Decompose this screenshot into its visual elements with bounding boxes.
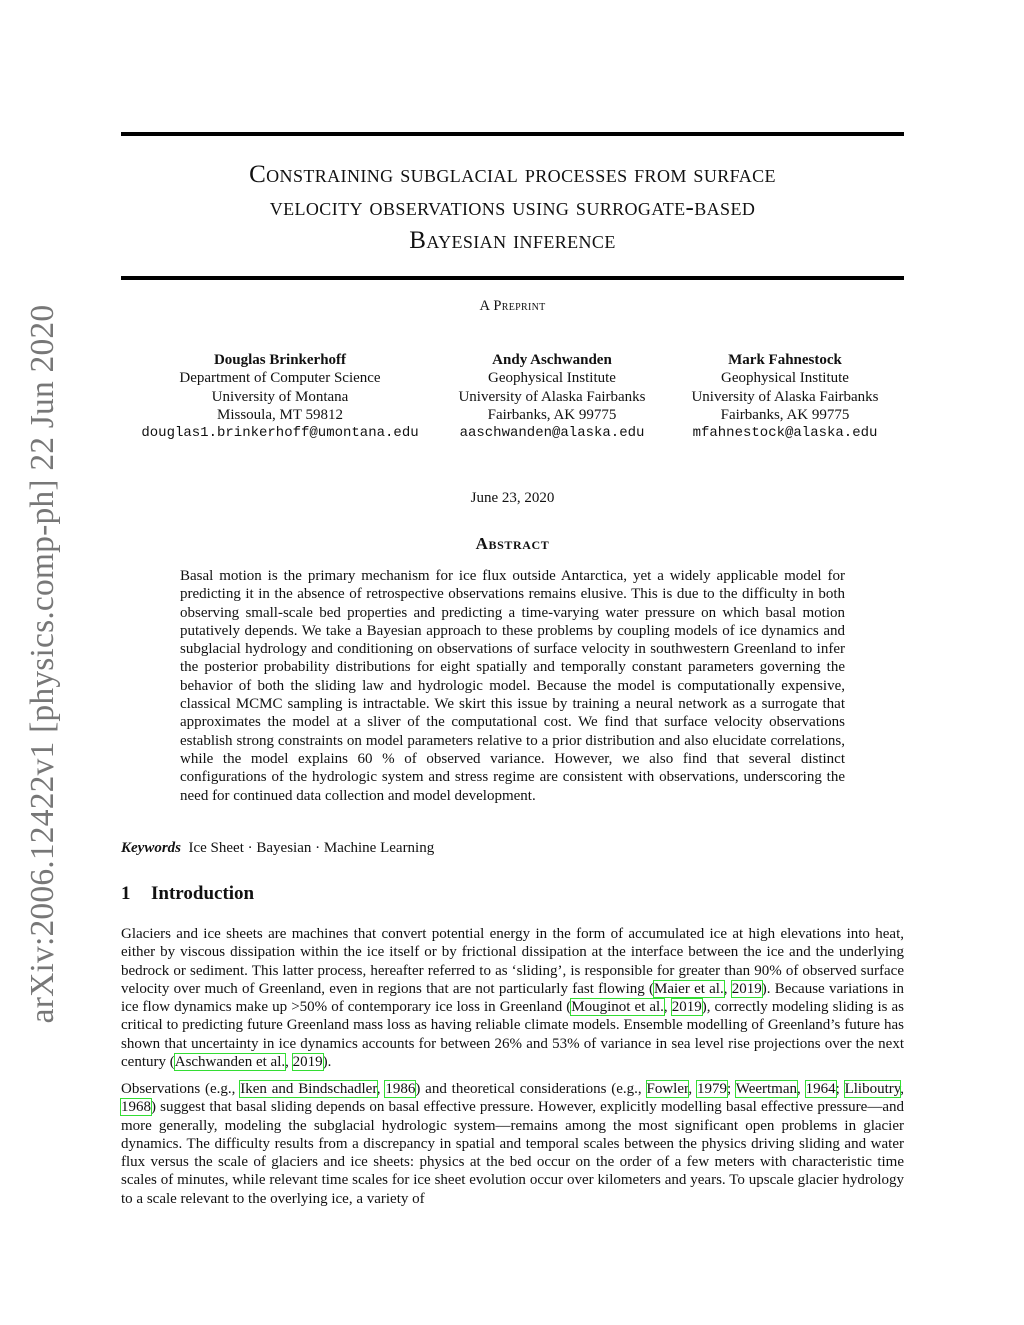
title-line-1: Constraining subglacial processes from surface (249, 161, 776, 188)
paragraph-text: ), correctly modeling sliding is as critical to predicting future Greenland mass loss as having reliable climate models. Ensemble modelling of Greenland’s future has shown that uncertainty in ice dynamics accounts for between 26% and 53% of variance in sea level rise projections over the next century ( (121, 999, 905, 1071)
citation-year-link[interactable]: 2019 (671, 999, 702, 1016)
paragraph-text: ). Because variations in ice flow dynamics make up >50% of contemporary ice loss in Greenland ( (121, 980, 905, 1016)
publication-date: June 23, 2020 (470, 490, 555, 506)
paragraph-text: Glaciers and ice sheets are machines that convert potential energy in the form of accumulated ice at high elevations into heat, either by viscous dissipation within the ice itself or by frictional dissipation at the interface between the ice and the underlying bedrock or sediment. This latter process, hereafter referred to as ‘sliding’, is responsible for greater than 90% of observed surface velocity over much of Greenland, even in regions that are not particularly fast flowing ( (121, 926, 904, 997)
title-top-rule (121, 132, 904, 136)
author-email[interactable]: douglas1.brinkerhoff@umontana.edu (141, 425, 419, 442)
keywords-list: Ice Sheet · Bayesian · Machine Learning (188, 840, 435, 856)
keywords-line (121, 840, 434, 857)
citation-link[interactable]: Mouginot et al. (571, 999, 664, 1016)
paragraph-text: , (797, 1081, 806, 1097)
paragraph-text: , (376, 1081, 386, 1097)
paper-title (121, 158, 904, 257)
paragraph-text: ) suggest that basal sliding depends on basal effective pressure. However, explicitly modelling basal effective pressure—and more generally, modeling the subglacial hydrologic system—remains among the most significant open problems in glacier dynamics. The difficulty results from a discrepancy in spatial and temporal scales between the physics driving sliding and water flux versus the scale of glaciers and ice sheets: physics at the bed occur on the order of a few meters with characteristic time scales of minutes, while relevant time scales for ice sheet evolution occur over kilometers and years. To upscale glacier hydrology to a scale relevant to the overlying ice, a variety of (121, 1099, 904, 1207)
author-address: Fairbanks, AK 99775 (720, 406, 850, 423)
author-email[interactable]: mfahnestock@alaska.edu (692, 425, 878, 442)
section-number: 1 (121, 883, 131, 904)
paragraph-text: ) and theoretical considerations (e.g., (415, 1081, 647, 1097)
abstract-heading: Abstract (475, 534, 550, 553)
title-line-2: velocity observations using surrogate-based (269, 194, 756, 221)
paragraph-text: , (900, 1081, 905, 1097)
citation-link[interactable]: Fowler (646, 1081, 689, 1097)
citation-link[interactable]: Iken and Bindschadler (240, 1081, 377, 1097)
title-line-3: Bayesian inference (409, 227, 616, 254)
citation-link[interactable]: Maier et al. (654, 980, 724, 997)
citation-year-link[interactable]: 1979 (697, 1081, 727, 1097)
citation-year-link[interactable]: 1986 (385, 1081, 416, 1097)
arxiv-sidebar-stamp (22, 296, 64, 1031)
author-affiliation: Geophysical Institute (721, 370, 849, 387)
citation-year-link[interactable]: 1964 (805, 1081, 836, 1097)
paragraph-text: , (285, 1054, 293, 1071)
author-institution: University of Montana (211, 388, 349, 405)
citation-year-link[interactable]: 2019 (292, 1054, 323, 1071)
citation-link[interactable]: Lliboutry (844, 1081, 901, 1097)
citation-year-link[interactable]: 1968 (121, 1099, 151, 1116)
intro-paragraph-2 (121, 1080, 904, 1208)
author-affiliation: Geophysical Institute (488, 370, 616, 387)
author-address: Fairbanks, AK 99775 (487, 406, 617, 423)
author-institution: University of Alaska Fairbanks (458, 388, 646, 405)
citation-link[interactable]: Weertman (735, 1081, 797, 1097)
paragraph-text: ). (322, 1054, 332, 1071)
preprint-label: A Preprint (479, 298, 546, 314)
paragraph-text: Observations (e.g., (121, 1081, 241, 1097)
author-name: Andy Aschwanden (492, 352, 612, 368)
paragraph-text: ; (835, 1081, 845, 1097)
author-block (121, 351, 439, 442)
abstract-text: Basal motion is the primary mechanism for ice flux outside Antarctica, yet a widely applicable model for predicting it in the absence of retrospective observations remains elusive. This is due to the difficulty in both observing small-scale bed properties and predicting a time-varying water pressure on which basal motion putatively depends. We take a Bayesian approach to these problems by coupling models of ice dynamics and subglacial hydrology and conditioning on observations of surface velocity in southwestern Greenland to infer the posterior probability distributions for eight spatially and temporally constant parameters governing the behavior of both the sliding law and hydrologic model. Because the model is computationally expensive, classical MCMC sampling is intractable. We skirt this issue by training a neural network as a surrogate that approximates the model at a sliver of the computational cost. We find that surface velocity observations establish strong constraints on model parameters relative to a prior distribution and also elucidate correlations, while the model explains 60 % of observed variance. However, we also find that several distinct configurations of the hydrologic system and stress regime are consistent with observations, underscoring the need for continued data collection and model development. (180, 568, 845, 804)
section-title: Introduction (151, 883, 255, 904)
paragraph-text: , (688, 1081, 697, 1097)
author-block (442, 351, 662, 442)
paragraph-text: , (663, 999, 672, 1016)
author-institution: University of Alaska Fairbanks (691, 388, 879, 405)
arxiv-identifier: arXiv:2006.12422v1 [physics.comp-ph] 22 Jun 2020 (24, 304, 61, 1023)
section-heading (121, 883, 254, 905)
author-email[interactable]: aaschwanden@alaska.edu (459, 425, 645, 442)
paragraph-text: ; (727, 1081, 736, 1097)
keywords-label: Keywords (121, 840, 181, 856)
intro-paragraph-1 (121, 925, 904, 1071)
title-bottom-rule (121, 276, 904, 280)
citation-link[interactable]: Aschwanden et al. (174, 1054, 286, 1071)
author-name: Douglas Brinkerhoff (213, 352, 347, 368)
author-name: Mark Fahnestock (728, 352, 842, 368)
author-block (670, 351, 900, 442)
author-address: Missoula, MT 59812 (217, 406, 343, 423)
citation-year-link[interactable]: 2019 (731, 980, 762, 997)
paragraph-text: , (723, 980, 732, 997)
author-affiliation: Department of Computer Science (179, 370, 381, 387)
